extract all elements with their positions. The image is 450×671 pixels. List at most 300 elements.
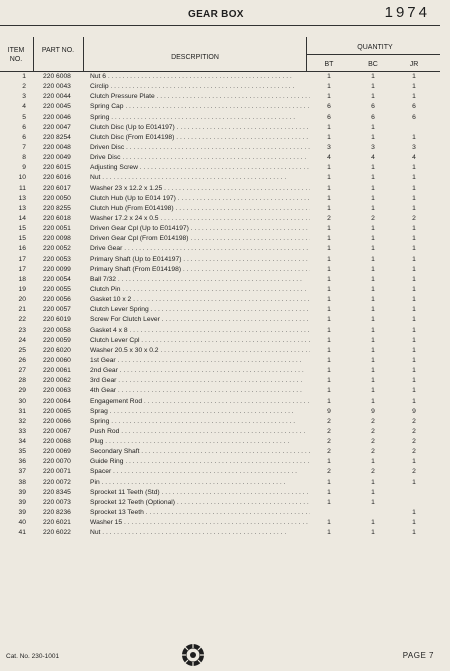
- part-number: 220 0045: [43, 103, 71, 111]
- part-number: 220 0048: [43, 143, 71, 151]
- qty-jr: 2: [412, 214, 416, 222]
- item-number: 27: [18, 367, 26, 375]
- qty-bc: 1: [371, 225, 375, 233]
- part-number: 220 0072: [43, 478, 71, 486]
- item-number: 28: [18, 377, 26, 385]
- part-number: 220 0044: [43, 93, 71, 101]
- table-row: [0, 285, 450, 295]
- part-number: 220 0043: [43, 83, 71, 91]
- item-number: 3: [22, 93, 26, 101]
- qty-jr: 2: [412, 468, 416, 476]
- description: 2nd Gear . . .: [90, 366, 310, 376]
- description: Clutch Hub (From E014198) . . .: [90, 204, 310, 214]
- qty-bc: 1: [371, 316, 375, 324]
- table-row: [0, 528, 450, 538]
- item-number: 1: [22, 73, 26, 80]
- qty-bc: 1: [371, 367, 375, 375]
- item-number: 23: [18, 326, 26, 334]
- qty-bt: 1: [327, 377, 331, 385]
- part-number: 220 0047: [43, 123, 71, 131]
- qty-jr: 1: [412, 316, 416, 324]
- item-number: 4: [22, 103, 26, 111]
- part-number: 220 0068: [43, 438, 71, 446]
- qty-bc: 1: [371, 245, 375, 253]
- description: Clutch Lever Cpl . . .: [90, 336, 310, 346]
- table-row: [0, 508, 450, 518]
- qty-bt: 9: [327, 407, 331, 415]
- table-row: [0, 234, 450, 244]
- description: Nut 6 . . .: [90, 72, 310, 82]
- description: Pin . . .: [90, 478, 310, 488]
- description: Secondary Shaft . . .: [90, 447, 310, 457]
- item-number: 36: [18, 458, 26, 466]
- column-header-jr: JR: [409, 61, 419, 68]
- qty-bt: 1: [327, 275, 331, 283]
- qty-bt: 1: [327, 367, 331, 375]
- qty-bt: 1: [327, 397, 331, 405]
- qty-bc: 6: [371, 103, 375, 111]
- qty-jr: 1: [412, 235, 416, 243]
- item-number: 39: [18, 498, 26, 506]
- part-number: 220 0058: [43, 326, 71, 334]
- parts-table: [0, 72, 450, 538]
- table-row: [0, 407, 450, 417]
- description: 1st Gear . . .: [90, 356, 310, 366]
- description: Sprocket 13 Teeth . . .: [90, 508, 310, 518]
- quantity-rule: [306, 54, 440, 55]
- qty-jr: 1: [412, 326, 416, 334]
- qty-jr: 1: [412, 184, 416, 192]
- part-number: 220 6016: [43, 174, 71, 182]
- qty-bc: 1: [371, 346, 375, 354]
- qty-jr: 4: [412, 154, 416, 162]
- part-number: 220 0066: [43, 417, 71, 425]
- qty-jr: 1: [412, 397, 416, 405]
- item-number: 15: [18, 235, 26, 243]
- table-row: [0, 386, 450, 396]
- table-row: [0, 113, 450, 123]
- table-row: [0, 184, 450, 194]
- table-row: [0, 133, 450, 143]
- description: Push Rod . . .: [90, 427, 310, 437]
- item-number: 37: [18, 468, 26, 476]
- qty-bc: 1: [371, 387, 375, 395]
- qty-jr: 1: [412, 255, 416, 263]
- description: Gasket 10 x 2 . . .: [90, 295, 310, 305]
- qty-bt: 6: [327, 113, 331, 121]
- item-number: 21: [18, 306, 26, 314]
- page-year: 1974: [384, 4, 430, 21]
- item-number: 40: [18, 519, 26, 527]
- qty-jr: 6: [412, 113, 416, 121]
- qty-bc: 1: [371, 498, 375, 506]
- qty-bc: 1: [371, 265, 375, 273]
- qty-bt: 1: [327, 336, 331, 344]
- part-number: 220 0046: [43, 113, 71, 121]
- qty-jr: 6: [412, 103, 416, 111]
- qty-bt: 1: [327, 316, 331, 324]
- qty-bc: 1: [371, 336, 375, 344]
- part-number: 220 0073: [43, 498, 71, 506]
- qty-bc: 1: [371, 488, 375, 496]
- qty-jr: 1: [412, 204, 416, 212]
- table-row: [0, 437, 450, 447]
- qty-jr: 1: [412, 285, 416, 293]
- item-number: 35: [18, 448, 26, 456]
- description: Washer 17.2 x 24 x 0.5 . . .: [90, 214, 310, 224]
- qty-bt: 1: [327, 529, 331, 537]
- qty-bc: 6: [371, 113, 375, 121]
- description: Spring . . .: [90, 417, 310, 427]
- qty-bt: 1: [327, 478, 331, 486]
- qty-jr: 9: [412, 407, 416, 415]
- qty-jr: 3: [412, 143, 416, 151]
- item-number: 39: [18, 509, 26, 517]
- table-row: [0, 295, 450, 305]
- item-number: 41: [18, 529, 26, 537]
- qty-bt: 1: [327, 93, 331, 101]
- description: Sprocket 11 Teeth (Std) . . .: [90, 488, 310, 498]
- qty-bt: 1: [327, 346, 331, 354]
- part-number: 220 0062: [43, 377, 71, 385]
- qty-bc: 1: [371, 184, 375, 192]
- part-number: 220 6020: [43, 346, 71, 354]
- qty-jr: 1: [412, 73, 416, 80]
- description: Primary Shaft (From E014198) . . .: [90, 265, 310, 275]
- description: Clutch Hub (Up to E014 197) . . .: [90, 194, 310, 204]
- qty-bc: 1: [371, 194, 375, 202]
- qty-jr: 1: [412, 265, 416, 273]
- item-number: 26: [18, 356, 26, 364]
- qty-jr: 1: [412, 346, 416, 354]
- qty-jr: 2: [412, 427, 416, 435]
- qty-bt: 1: [327, 285, 331, 293]
- qty-bc: 1: [371, 174, 375, 182]
- part-number: 220 0071: [43, 468, 71, 476]
- qty-bc: 1: [371, 397, 375, 405]
- description: Spacer . . .: [90, 467, 310, 477]
- part-number: 220 6018: [43, 214, 71, 222]
- qty-bc: 1: [371, 83, 375, 91]
- qty-jr: 1: [412, 387, 416, 395]
- table-row: [0, 488, 450, 498]
- qty-bc: 1: [371, 235, 375, 243]
- description: Clutch Pin . . .: [90, 285, 310, 295]
- part-number: 220 8345: [43, 488, 71, 496]
- table-row: [0, 447, 450, 457]
- table-row: [0, 265, 450, 275]
- part-number: 220 8236: [43, 509, 71, 517]
- item-number: 33: [18, 427, 26, 435]
- item-number: 16: [18, 245, 26, 253]
- description: Primary Shaft (Up to E014197) . . .: [90, 255, 310, 265]
- item-number: 22: [18, 316, 26, 324]
- qty-bc: 2: [371, 417, 375, 425]
- qty-bc: 1: [371, 123, 375, 131]
- table-row: [0, 153, 450, 163]
- qty-jr: 1: [412, 478, 416, 486]
- qty-bt: 1: [327, 204, 331, 212]
- part-number: 220 8255: [43, 204, 71, 212]
- qty-bt: 1: [327, 356, 331, 364]
- item-number: 25: [18, 346, 26, 354]
- qty-bt: 1: [327, 265, 331, 273]
- description: Screw For Clutch Lever . . .: [90, 315, 310, 325]
- qty-jr: 1: [412, 83, 416, 91]
- table-row: [0, 123, 450, 133]
- qty-bt: 1: [327, 194, 331, 202]
- table-row: [0, 214, 450, 224]
- qty-bc: 1: [371, 275, 375, 283]
- qty-bt: 6: [327, 103, 331, 111]
- table-row: [0, 467, 450, 477]
- description: Gasket 4 x 8 . . .: [90, 326, 310, 336]
- part-number: 220 6021: [43, 519, 71, 527]
- part-number: 220 0051: [43, 225, 71, 233]
- item-number: 32: [18, 417, 26, 425]
- description: Sprag . . .: [90, 407, 310, 417]
- qty-jr: 1: [412, 458, 416, 466]
- part-number: 220 0065: [43, 407, 71, 415]
- qty-bc: 2: [371, 214, 375, 222]
- column-header-bc: BC: [368, 61, 378, 68]
- qty-bt: 1: [327, 83, 331, 91]
- item-number: 18: [18, 275, 26, 283]
- qty-jr: 1: [412, 377, 416, 385]
- page-title: GEAR BOX: [188, 9, 244, 20]
- item-number: 38: [18, 478, 26, 486]
- description: Clutch Disc (Up to E014197) . . .: [90, 123, 310, 133]
- qty-bc: 1: [371, 306, 375, 314]
- part-number: 220 0067: [43, 427, 71, 435]
- qty-bt: 4: [327, 154, 331, 162]
- qty-bc: 2: [371, 438, 375, 446]
- part-number: 220 0060: [43, 356, 71, 364]
- column-header-part: PART NO.: [41, 47, 75, 54]
- item-number: 13: [18, 204, 26, 212]
- description: Adjusting Screw . . .: [90, 163, 310, 173]
- item-number: 29: [18, 387, 26, 395]
- col-divider-item: [33, 37, 34, 71]
- table-row: [0, 326, 450, 336]
- qty-bc: 2: [371, 448, 375, 456]
- table-row: [0, 173, 450, 183]
- qty-bt: 1: [327, 296, 331, 304]
- page-number: PAGE 7: [402, 651, 434, 660]
- qty-bt: 1: [327, 184, 331, 192]
- part-number: 220 0054: [43, 275, 71, 283]
- part-number: 220 0055: [43, 285, 71, 293]
- item-number: 8: [22, 154, 26, 162]
- qty-bt: 1: [327, 326, 331, 334]
- table-row: [0, 143, 450, 153]
- description: Washer 23 x 12.2 x 1.25 . . .: [90, 184, 310, 194]
- item-number: 15: [18, 225, 26, 233]
- item-number: 6: [22, 123, 26, 131]
- qty-bt: 1: [327, 133, 331, 141]
- qty-bt: 1: [327, 225, 331, 233]
- item-number: 20: [18, 296, 26, 304]
- table-row: [0, 224, 450, 234]
- qty-bt: 1: [327, 498, 331, 506]
- part-number: 220 6019: [43, 316, 71, 324]
- header-top-rule: [0, 25, 440, 26]
- description: Clutch Disc (From E014198) . . .: [90, 133, 310, 143]
- qty-bt: 1: [327, 235, 331, 243]
- table-row: [0, 417, 450, 427]
- item-number: 10: [18, 174, 26, 182]
- description: Sprocket 12 Teeth (Optional) . . .: [90, 498, 310, 508]
- catalog-number: Cat. No. 230-1001: [6, 653, 60, 660]
- item-number: 19: [18, 285, 26, 293]
- qty-bt: 1: [327, 174, 331, 182]
- part-number: 220 0061: [43, 367, 71, 375]
- qty-bc: 3: [371, 143, 375, 151]
- qty-bc: 1: [371, 164, 375, 172]
- part-number: 220 0057: [43, 306, 71, 314]
- qty-bt: 1: [327, 123, 331, 131]
- table-row: [0, 82, 450, 92]
- table-row: [0, 518, 450, 528]
- description: Ball 7/32 . . .: [90, 275, 310, 285]
- table-row: [0, 356, 450, 366]
- qty-jr: 2: [412, 448, 416, 456]
- qty-bc: 1: [371, 133, 375, 141]
- qty-bt: 1: [327, 458, 331, 466]
- item-number: 11: [19, 184, 26, 192]
- table-row: [0, 204, 450, 214]
- qty-bc: 1: [371, 73, 375, 80]
- qty-bt: 1: [327, 488, 331, 496]
- qty-bt: 1: [327, 255, 331, 263]
- item-number: 2: [22, 83, 26, 91]
- col-divider-part: [83, 37, 84, 71]
- description: Drive Disc . . .: [90, 153, 310, 163]
- table-row: [0, 376, 450, 386]
- qty-bc: 1: [371, 478, 375, 486]
- table-row: [0, 255, 450, 265]
- description: Circlip . . .: [90, 82, 310, 92]
- item-number: 17: [18, 255, 26, 263]
- part-number: 220 6015: [43, 164, 71, 172]
- description: Nut . . .: [90, 173, 310, 183]
- qty-bc: 4: [371, 154, 375, 162]
- item-number: 39: [18, 488, 26, 496]
- qty-jr: 1: [412, 296, 416, 304]
- column-header-quantity: QUANTITY: [357, 44, 393, 51]
- description: 4th Gear . . .: [90, 386, 310, 396]
- qty-bt: 1: [327, 73, 331, 80]
- description: Plug . . .: [90, 437, 310, 447]
- qty-jr: 1: [412, 93, 416, 101]
- qty-bc: 1: [371, 285, 375, 293]
- part-number: 220 6017: [43, 184, 71, 192]
- qty-jr: 1: [412, 336, 416, 344]
- qty-bc: 9: [371, 407, 375, 415]
- qty-jr: 2: [412, 417, 416, 425]
- qty-bc: 2: [371, 427, 375, 435]
- qty-bt: 2: [327, 468, 331, 476]
- item-number: 34: [18, 438, 26, 446]
- item-number: 7: [22, 143, 26, 151]
- qty-jr: 1: [412, 164, 416, 172]
- qty-bc: 1: [371, 519, 375, 527]
- table-row: [0, 366, 450, 376]
- qty-bc: 1: [371, 255, 375, 263]
- item-number: 9: [22, 164, 26, 172]
- qty-bt: 2: [327, 214, 331, 222]
- table-row: [0, 102, 450, 112]
- qty-jr: 2: [412, 438, 416, 446]
- qty-bt: 3: [327, 143, 331, 151]
- qty-bt: 1: [327, 164, 331, 172]
- qty-bt: 1: [327, 387, 331, 395]
- description: Spring . . .: [90, 113, 310, 123]
- table-row: [0, 163, 450, 173]
- qty-bc: 1: [371, 377, 375, 385]
- part-number: 220 6022: [43, 529, 71, 537]
- table-row: [0, 478, 450, 488]
- part-number: 220 0069: [43, 448, 71, 456]
- description: Driven Gear Cpl (From E014198) . . .: [90, 234, 310, 244]
- description: Driven Disc . . .: [90, 143, 310, 153]
- emblem-icon: [181, 643, 205, 667]
- part-number: 220 6008: [43, 73, 71, 80]
- part-number: 220 0053: [43, 255, 71, 263]
- qty-bt: 1: [327, 519, 331, 527]
- qty-jr: 1: [412, 529, 416, 537]
- qty-bc: 1: [371, 93, 375, 101]
- qty-jr: 1: [412, 356, 416, 364]
- item-number: 5: [22, 113, 26, 121]
- item-number: 31: [18, 407, 26, 415]
- qty-bc: 1: [371, 529, 375, 537]
- qty-jr: 1: [412, 245, 416, 253]
- part-number: 220 8254: [43, 133, 71, 141]
- qty-bt: 1: [327, 306, 331, 314]
- part-number: 220 0059: [43, 336, 71, 344]
- qty-bt: 2: [327, 427, 331, 435]
- part-number: 220 0049: [43, 154, 71, 162]
- item-number: 24: [18, 336, 26, 344]
- qty-jr: 1: [412, 367, 416, 375]
- item-number: 17: [18, 265, 26, 273]
- part-number: 220 0050: [43, 194, 71, 202]
- table-row: [0, 92, 450, 102]
- qty-jr: 1: [412, 306, 416, 314]
- item-number: 30: [18, 397, 26, 405]
- part-number: 220 0064: [43, 397, 71, 405]
- description: Nut . . .: [90, 528, 310, 538]
- table-row: [0, 498, 450, 508]
- description: Engagement Rod . . .: [90, 397, 310, 407]
- description: Washer 20.5 x 30 x 0.2 . . .: [90, 346, 310, 356]
- part-number: 220 0099: [43, 265, 71, 273]
- column-header-description: DESCRPITION: [171, 54, 219, 61]
- table-row: [0, 244, 450, 254]
- table-row: [0, 346, 450, 356]
- table-row: [0, 72, 450, 82]
- qty-bt: 2: [327, 438, 331, 446]
- item-number: 13: [18, 194, 26, 202]
- description: Guide Ring . . .: [90, 457, 310, 467]
- qty-bc: 1: [371, 204, 375, 212]
- qty-bt: 1: [327, 245, 331, 253]
- description: Drive Gear . . .: [90, 244, 310, 254]
- table-row: [0, 397, 450, 407]
- qty-jr: 1: [412, 133, 416, 141]
- column-header-bt: BT: [324, 61, 334, 68]
